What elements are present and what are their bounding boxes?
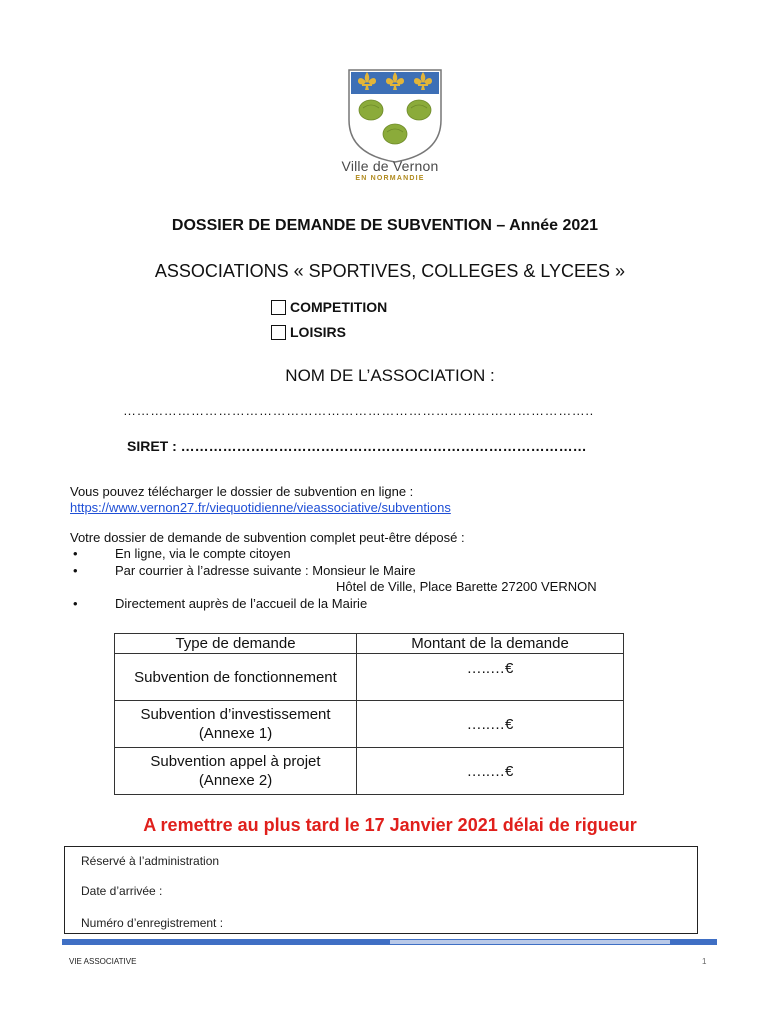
table-row bbox=[115, 748, 624, 795]
loisirs-label: LOISIRS bbox=[290, 324, 347, 340]
header-amount: Montant de la demande bbox=[357, 634, 624, 654]
logo-city-name: Ville de Vernon bbox=[341, 158, 439, 174]
admin-date-label: Date d’arrivée : bbox=[81, 884, 163, 898]
deadline-notice: A remettre au plus tard le 17 Janvier 2021 délai de rigueur bbox=[143, 815, 637, 835]
option-competition[interactable] bbox=[271, 298, 387, 316]
bullet-icon: • bbox=[73, 546, 78, 561]
depot-option-label: En ligne, via le compte citoyen bbox=[115, 546, 291, 561]
header-type: Type de demande bbox=[115, 634, 357, 654]
page-number: 1 bbox=[702, 957, 707, 966]
loisirs-checkbox[interactable] bbox=[271, 325, 286, 340]
footer-section-name: VIE ASSOCIATIVE bbox=[69, 957, 137, 966]
depot-option-online bbox=[70, 546, 291, 562]
depot-option-label: Directement auprès de l’accueil de la Mairie bbox=[115, 596, 368, 611]
admin-reserved-box bbox=[64, 846, 698, 934]
association-name-field[interactable]: ………………………………………………………………………………………….. bbox=[123, 403, 594, 418]
row-type-line1: Subvention appel à projet bbox=[150, 753, 321, 770]
download-link[interactable]: https://www.vernon27.fr/viequotidienne/vieassociative/subventions bbox=[70, 500, 451, 515]
competition-checkbox[interactable] bbox=[271, 300, 286, 315]
table-row bbox=[115, 701, 624, 748]
admin-number-label: Numéro d’enregistrement : bbox=[81, 916, 224, 930]
row-amount-field[interactable]: …..…€ bbox=[357, 701, 624, 748]
request-table bbox=[114, 633, 624, 795]
row-type bbox=[115, 654, 357, 701]
depot-option-mail bbox=[70, 563, 416, 579]
row-type-line1: Subvention de fonctionnement bbox=[134, 668, 337, 686]
document-subtitle: ASSOCIATIONS « SPORTIVES, COLLEGES & LYCEES » bbox=[154, 261, 626, 281]
table-row bbox=[115, 654, 624, 701]
depot-option-desk bbox=[70, 596, 367, 612]
document-title: DOSSIER DE DEMANDE DE SUBVENTION – Année 2021 bbox=[171, 217, 599, 234]
depot-intro: Votre dossier de demande de subvention complet peut-être déposé : bbox=[70, 530, 465, 545]
download-instructions: Vous pouvez télécharger le dossier de subvention en ligne : bbox=[70, 484, 414, 499]
row-amount-field[interactable]: …..…€ bbox=[357, 654, 624, 701]
option-loisirs[interactable] bbox=[271, 323, 346, 341]
footer-rule-highlight bbox=[390, 940, 670, 944]
row-amount-field[interactable]: …..…€ bbox=[357, 748, 624, 795]
logo-region-name: EN NORMANDIE bbox=[355, 175, 425, 182]
table-header-row bbox=[115, 634, 624, 654]
row-type bbox=[115, 701, 357, 748]
association-name-label: NOM DE L’ASSOCIATION : bbox=[285, 366, 495, 385]
depot-address: Hôtel de Ville, Place Barette 27200 VERNON bbox=[336, 579, 597, 594]
row-type-line1: Subvention d’investissement bbox=[140, 706, 331, 723]
row-type-line2: (Annexe 2) bbox=[198, 772, 273, 789]
depot-option-label: Par courrier à l’adresse suivante : Monsieur le Maire bbox=[115, 563, 416, 578]
siret-field[interactable]: SIRET : …………………………………………………………………………… bbox=[127, 438, 587, 454]
row-type bbox=[115, 748, 357, 795]
bullet-icon: • bbox=[73, 596, 78, 611]
competition-label: COMPETITION bbox=[290, 299, 388, 315]
bullet-icon: • bbox=[73, 563, 78, 578]
admin-title: Réservé à l’administration bbox=[81, 854, 220, 868]
row-type-line2: (Annexe 1) bbox=[198, 725, 273, 742]
